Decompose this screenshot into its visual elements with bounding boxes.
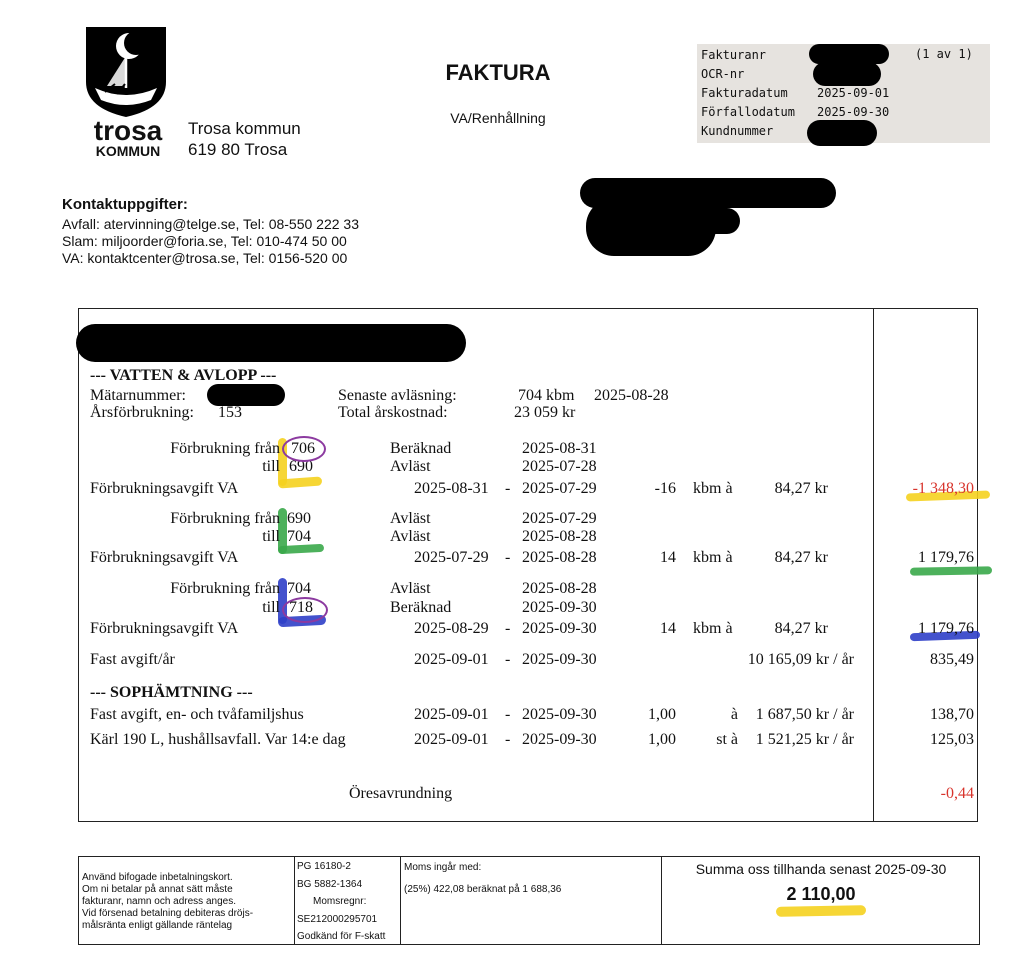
footer-info — [82, 872, 292, 932]
vat-line: (25%) 422,08 beräknat på 1 688,36 — [404, 884, 562, 895]
logo-subtext: KOMMUN — [95, 143, 161, 159]
bankgiro: BG 5882-1364 — [297, 878, 363, 890]
annual-usage-value: 153 — [218, 404, 242, 421]
block-2-period-to: 2025-08-28 — [522, 549, 597, 566]
highlight-yellow-total — [776, 905, 866, 917]
waste-row-1-amount: 138,70 — [930, 706, 974, 723]
block-3-to-label: till — [262, 599, 280, 616]
block-1-fee-label: Förbrukningsavgift VA — [90, 480, 239, 497]
block-2-to-date: 2025-08-28 — [522, 528, 597, 545]
block-3-period-to: 2025-09-30 — [522, 620, 597, 637]
contact-line-water: VA: kontaktcenter@trosa.se, Tel: 0156-520 00 — [62, 250, 348, 266]
block-1-to-value: 690 — [289, 458, 313, 475]
sender-city: 619 80 Trosa — [188, 140, 288, 159]
waste-row-1-label: Fast avgift, en- och tvåfamiljshus — [90, 706, 304, 723]
block-3-period-from: 2025-08-29 — [414, 620, 489, 637]
block-1-unit: kbm à — [693, 480, 733, 497]
meta-label-customer-no: Kundnummer — [701, 124, 774, 138]
total-cost-label: Total årskostnad: — [338, 404, 448, 421]
vat-reg-label: Momsregnr: — [313, 896, 367, 907]
contact-line-waste: Avfall: atervinning@telge.se, Tel: 08-550 222 33 — [62, 216, 360, 232]
block-2-to-value: 704 — [287, 528, 311, 545]
fixed-fee-amount: 835,49 — [930, 651, 974, 668]
footer-info-line: Använd bifogade inbetalningskort. — [82, 872, 233, 883]
vat-title: Moms ingår med: — [404, 862, 482, 873]
total-due-label: Summa oss tillhanda senast 2025-09-30 — [695, 861, 947, 877]
block-1-amount: -1 348,30 — [912, 480, 974, 497]
block-2-from-type: Avläst — [390, 510, 431, 527]
last-reading-label: Senaste avläsning: — [338, 387, 457, 404]
waste-row-1-dash: - — [505, 706, 511, 723]
document-title: FAKTURA — [445, 60, 551, 85]
block-3-period-dash: - — [505, 620, 511, 637]
block-2-price: 84,27 kr — [774, 549, 828, 566]
block-1-qty: -16 — [654, 480, 676, 497]
waste-row-2-label: Kärl 190 L, hushållsavfall. Var 14:e dag — [90, 731, 346, 748]
meter-label: Mätarnummer: — [90, 387, 186, 404]
waste-row-2-rate: 1 521,25 kr / år — [755, 731, 854, 748]
waste-row-1-rate: 1 687,50 kr / år — [755, 706, 854, 723]
block-1-from-type: Beräknad — [390, 440, 452, 457]
waste-row-2-qty: 1,00 — [648, 731, 676, 748]
waste-section-title: --- SOPHÄMTNING --- — [90, 684, 253, 701]
block-1-from-label: Förbrukning från — [170, 440, 280, 457]
vat-reg-number: SE212000295701 — [297, 913, 378, 925]
block-2-fee-label: Förbrukningsavgift VA — [90, 549, 239, 566]
meta-invoice-date: 2025-09-01 — [817, 86, 890, 100]
block-2-from-value: 690 — [287, 510, 311, 527]
meta-label-due-date: Förfallodatum — [701, 105, 795, 119]
fixed-fee-to: 2025-09-30 — [522, 651, 597, 668]
waste-row-2-from: 2025-09-01 — [414, 731, 489, 748]
block-3-from-value: 704 — [287, 580, 311, 597]
footer-payment-details — [297, 858, 399, 946]
block-1-period-dash: - — [505, 480, 511, 497]
redaction-address-line — [76, 324, 466, 362]
block-1-to-type: Avläst — [390, 458, 431, 475]
total-due-amount: 2 110,00 — [786, 884, 856, 904]
fixed-fee-from: 2025-09-01 — [414, 651, 489, 668]
waste-row-2-dash: - — [505, 731, 511, 748]
footer-info-line: målsränta enligt gällande räntelag — [82, 920, 233, 931]
block-3-fee-label: Förbrukningsavgift VA — [90, 620, 239, 637]
block-1-from-value: 706 — [291, 440, 315, 457]
redaction-ocr — [813, 62, 881, 86]
waste-row-1-to: 2025-09-30 — [522, 706, 597, 723]
contact-line-sludge: Slam: miljoorder@foria.se, Tel: 010-474 50 00 — [62, 233, 347, 249]
waste-row-2-to: 2025-09-30 — [522, 731, 597, 748]
meta-label-invoice-date: Fakturadatum — [701, 86, 788, 100]
footer-info-line: fakturanr, namn och adress anges. — [82, 896, 236, 907]
coat-of-arms-icon — [85, 26, 167, 118]
amount-column-divider — [873, 308, 874, 822]
total-cost-value: 23 059 kr — [514, 404, 576, 421]
footer-divider-3 — [661, 856, 662, 945]
meta-page-indicator: (1 av 1) — [915, 47, 973, 61]
last-reading-value: 704 kbm — [518, 387, 575, 404]
footer-info-line: Vid försenad betalning debiteras dröjs- — [82, 908, 254, 919]
block-2-period-dash: - — [505, 549, 511, 566]
logo-wordmark: trosa — [93, 115, 163, 146]
waste-row-2-amount: 125,03 — [930, 731, 974, 748]
block-1-to-date: 2025-07-28 — [522, 458, 597, 475]
rounding-label: Öresavrundning — [349, 785, 453, 802]
fixed-fee-dash: - — [505, 651, 511, 668]
invoice-meta-box — [697, 44, 990, 143]
block-1-from-date: 2025-08-31 — [522, 440, 597, 457]
block-3-price: 84,27 kr — [774, 620, 828, 637]
rounding-amount: -0,44 — [940, 785, 974, 802]
waste-row-1-qty: 1,00 — [648, 706, 676, 723]
block-3-to-value: 718 — [289, 599, 313, 616]
water-section-title: --- VATTEN & AVLOPP --- — [90, 367, 277, 384]
block-1-price: 84,27 kr — [774, 480, 828, 497]
meta-label-ocr: OCR-nr — [701, 67, 745, 81]
fixed-fee-label: Fast avgift/år — [90, 651, 175, 668]
block-1-period-from: 2025-08-31 — [414, 480, 489, 497]
footer-divider-1 — [294, 856, 295, 945]
block-3-from-type: Avläst — [390, 580, 431, 597]
sender-name: Trosa kommun — [188, 119, 301, 138]
block-2-to-label: till — [262, 528, 280, 545]
footer-info-line: Om ni betalar på annat sätt måste — [82, 884, 233, 895]
f-tax-approved: Godkänd för F-skatt — [297, 931, 386, 942]
block-2-from-label: Förbrukning från — [170, 510, 280, 527]
redaction-invoice-no — [809, 44, 889, 64]
municipality-logo — [82, 26, 174, 158]
block-1-to-label: till — [262, 458, 280, 475]
last-reading-date: 2025-08-28 — [594, 387, 669, 404]
block-2-period-from: 2025-07-29 — [414, 549, 489, 566]
block-3-from-date: 2025-08-28 — [522, 580, 597, 597]
meta-label-invoice-no: Fakturanr — [701, 48, 767, 62]
plusgiro: PG 16180-2 — [297, 861, 351, 872]
highlight-green-amount — [910, 566, 992, 575]
block-2-from-date: 2025-07-29 — [522, 510, 597, 527]
circle-reading-718 — [282, 597, 328, 623]
contacts-title: Kontaktuppgifter: — [62, 196, 188, 213]
redaction-customer-no — [807, 120, 877, 146]
document-subtitle: VA/Renhållning — [450, 110, 546, 126]
waste-row-2-unit: st à — [716, 731, 738, 748]
waste-row-1-from: 2025-09-01 — [414, 706, 489, 723]
annual-usage-label: Årsförbrukning: — [90, 404, 194, 421]
block-2-qty: 14 — [660, 549, 676, 566]
block-3-unit: kbm à — [693, 620, 733, 637]
block-2-unit: kbm à — [693, 549, 733, 566]
block-3-qty: 14 — [660, 620, 676, 637]
block-3-amount: 1 179,76 — [918, 620, 974, 637]
waste-row-1-unit: à — [730, 706, 738, 723]
circle-reading-706 — [282, 436, 326, 462]
block-3-to-date: 2025-09-30 — [522, 599, 597, 616]
block-1-period-to: 2025-07-29 — [522, 480, 597, 497]
redaction-meter-no — [207, 384, 285, 406]
block-3-from-label: Förbrukning från — [170, 580, 280, 597]
block-2-amount: 1 179,76 — [918, 549, 974, 566]
block-2-to-type: Avläst — [390, 528, 431, 545]
meta-due-date: 2025-09-30 — [817, 105, 890, 119]
footer-divider-2 — [400, 856, 401, 945]
fixed-fee-rate: 10 165,09 kr / år — [747, 651, 854, 668]
block-3-to-type: Beräknad — [390, 599, 452, 616]
redaction-address — [580, 174, 840, 260]
